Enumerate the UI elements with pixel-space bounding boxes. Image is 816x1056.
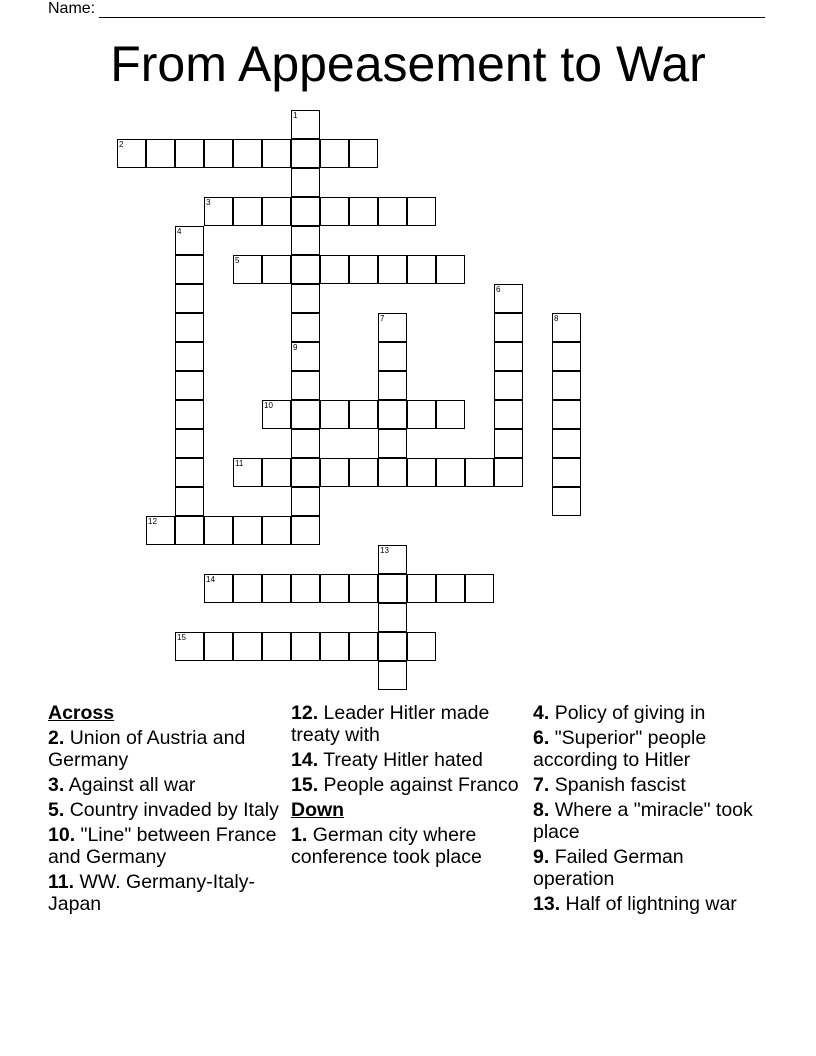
across-clue xyxy=(48,824,284,868)
down-heading: Down xyxy=(291,799,345,821)
grid-cell[interactable] xyxy=(291,574,320,603)
across-clue xyxy=(48,774,284,796)
clue-number: 15 xyxy=(177,633,186,642)
grid-cell[interactable] xyxy=(262,632,291,661)
grid-cell[interactable] xyxy=(204,139,233,168)
grid-cell[interactable] xyxy=(291,139,320,168)
across-clue xyxy=(48,727,284,771)
grid-cell[interactable] xyxy=(378,603,407,632)
grid-cell[interactable] xyxy=(262,516,291,545)
grid-cell[interactable] xyxy=(378,429,407,458)
grid-cell[interactable] xyxy=(233,574,262,603)
grid-cell[interactable] xyxy=(146,139,175,168)
clues-column-3 xyxy=(533,702,769,918)
grid-cell[interactable] xyxy=(262,574,291,603)
clue-number-label: 15. xyxy=(291,774,319,796)
grid-cell[interactable] xyxy=(378,255,407,284)
clue-number: 13 xyxy=(380,546,389,555)
grid-cell[interactable] xyxy=(291,400,320,429)
across-clue xyxy=(48,799,284,821)
clue-text: German city where conference took place xyxy=(291,824,482,868)
grid-cell[interactable] xyxy=(175,342,204,371)
down-clue xyxy=(533,702,769,724)
clue-text: Treaty Hitler hated xyxy=(323,749,483,771)
grid-cell[interactable] xyxy=(320,139,349,168)
grid-cell[interactable] xyxy=(378,661,407,690)
grid-cell[interactable] xyxy=(175,429,204,458)
clue-number: 8 xyxy=(554,314,559,323)
grid-cell[interactable] xyxy=(349,255,378,284)
grid-cell[interactable] xyxy=(204,632,233,661)
grid-cell[interactable] xyxy=(349,632,378,661)
grid-cell[interactable] xyxy=(378,313,407,342)
grid-cell[interactable] xyxy=(233,516,262,545)
grid-cell[interactable] xyxy=(552,429,581,458)
clue-text: Leader Hitler made treaty with xyxy=(291,702,490,746)
clue-number: 4 xyxy=(177,227,182,236)
across-clue xyxy=(291,702,527,746)
grid-cell[interactable] xyxy=(494,429,523,458)
grid-cell[interactable] xyxy=(291,632,320,661)
down-clue xyxy=(533,893,769,915)
clue-number-label: 13. xyxy=(533,893,561,915)
grid-cell[interactable] xyxy=(262,458,291,487)
grid-cell[interactable] xyxy=(262,139,291,168)
grid-cell[interactable] xyxy=(175,371,204,400)
clue-number: 10 xyxy=(264,401,273,410)
grid-cell[interactable] xyxy=(175,284,204,313)
grid-cell[interactable] xyxy=(378,400,407,429)
grid-cell[interactable] xyxy=(407,197,436,226)
clue-text: Against all war xyxy=(68,774,196,796)
down-clue xyxy=(533,799,769,843)
grid-cell[interactable] xyxy=(552,342,581,371)
clue-number: 11 xyxy=(235,459,244,468)
clue-text: WW. Germany-Italy-Japan xyxy=(48,871,255,915)
clue-text: Union of Austria and Germany xyxy=(48,727,246,771)
across-heading: Across xyxy=(48,702,115,724)
clue-number: 2 xyxy=(119,140,124,149)
grid-cell[interactable] xyxy=(175,516,204,545)
clue-text: People against Franco xyxy=(323,774,519,796)
clue-number-label: 9. xyxy=(533,846,550,868)
grid-cell[interactable] xyxy=(552,400,581,429)
grid-cell[interactable] xyxy=(204,197,233,226)
grid-cell[interactable] xyxy=(175,487,204,516)
grid-cell[interactable] xyxy=(378,632,407,661)
grid-cell[interactable] xyxy=(320,574,349,603)
clue-text: Policy of giving in xyxy=(554,702,706,724)
grid-cell[interactable] xyxy=(407,458,436,487)
grid-cell[interactable] xyxy=(233,458,262,487)
grid-cell[interactable] xyxy=(262,197,291,226)
grid-cell[interactable] xyxy=(291,284,320,313)
clue-text: Spanish fascist xyxy=(554,774,686,796)
clue-number: 7 xyxy=(380,314,385,323)
grid-cell[interactable] xyxy=(349,197,378,226)
grid-cell[interactable] xyxy=(233,255,262,284)
grid-cell[interactable] xyxy=(175,313,204,342)
grid-cell[interactable] xyxy=(175,255,204,284)
clue-number: 12 xyxy=(148,517,157,526)
grid-cell[interactable] xyxy=(291,168,320,197)
grid-cell[interactable] xyxy=(291,429,320,458)
clue-number-label: 1. xyxy=(291,824,308,846)
grid-cell[interactable] xyxy=(407,632,436,661)
clue-number-label: 6. xyxy=(533,727,550,749)
clues-column-2 xyxy=(291,702,527,871)
clue-text: Where a "miracle" took place xyxy=(533,799,753,843)
across-clue xyxy=(48,871,284,915)
grid-cell[interactable] xyxy=(494,342,523,371)
grid-cell[interactable] xyxy=(291,371,320,400)
grid-cell[interactable] xyxy=(349,574,378,603)
grid-cell[interactable] xyxy=(465,574,494,603)
grid-cell[interactable] xyxy=(407,400,436,429)
grid-cell[interactable] xyxy=(378,545,407,574)
grid-cell[interactable] xyxy=(436,255,465,284)
grid-cell[interactable] xyxy=(436,400,465,429)
grid-cell[interactable] xyxy=(494,371,523,400)
grid-cell[interactable] xyxy=(494,400,523,429)
clue-number-label: 8. xyxy=(533,799,550,821)
grid-cell[interactable] xyxy=(378,458,407,487)
grid-cell[interactable] xyxy=(291,487,320,516)
across-clue xyxy=(291,774,527,796)
grid-cell[interactable] xyxy=(291,226,320,255)
grid-cell[interactable] xyxy=(552,458,581,487)
grid-cell[interactable] xyxy=(349,458,378,487)
grid-cell[interactable] xyxy=(175,139,204,168)
grid-cell[interactable] xyxy=(465,458,494,487)
clue-number-label: 11. xyxy=(48,871,75,893)
clue-number: 5 xyxy=(235,256,240,265)
grid-cell[interactable] xyxy=(436,458,465,487)
grid-cell[interactable] xyxy=(262,400,291,429)
grid-cell[interactable] xyxy=(494,284,523,313)
grid-cell[interactable] xyxy=(349,400,378,429)
across-clue xyxy=(291,749,527,771)
grid-cell[interactable] xyxy=(146,516,175,545)
grid-cell[interactable] xyxy=(407,255,436,284)
grid-cell[interactable] xyxy=(291,197,320,226)
page-title: From Appeasement to War xyxy=(110,36,706,92)
clue-number-label: 3. xyxy=(48,774,65,796)
grid-cell[interactable] xyxy=(204,574,233,603)
grid-cell[interactable] xyxy=(320,255,349,284)
grid-cell[interactable] xyxy=(291,313,320,342)
clue-number-label: 2. xyxy=(48,727,65,749)
grid-cell[interactable] xyxy=(552,487,581,516)
grid-cell[interactable] xyxy=(436,574,465,603)
grid-cell[interactable] xyxy=(378,197,407,226)
down-clue xyxy=(533,846,769,890)
grid-cell[interactable] xyxy=(320,400,349,429)
down-clue xyxy=(533,727,769,771)
clue-text: Failed German operation xyxy=(533,846,684,890)
clue-number: 9 xyxy=(293,343,298,352)
grid-cell[interactable] xyxy=(494,458,523,487)
grid-cell[interactable] xyxy=(233,139,262,168)
clue-number-label: 5. xyxy=(48,799,65,821)
grid-cell[interactable] xyxy=(494,313,523,342)
grid-cell[interactable] xyxy=(378,574,407,603)
grid-cell[interactable] xyxy=(175,400,204,429)
grid-cell[interactable] xyxy=(291,342,320,371)
grid-cell[interactable] xyxy=(320,458,349,487)
grid-cell[interactable] xyxy=(291,458,320,487)
grid-cell[interactable] xyxy=(175,632,204,661)
grid-cell[interactable] xyxy=(117,139,146,168)
grid-cell[interactable] xyxy=(320,197,349,226)
name-label: Name: xyxy=(48,0,96,17)
grid-cell[interactable] xyxy=(291,255,320,284)
grid-cell[interactable] xyxy=(349,139,378,168)
grid-cell[interactable] xyxy=(175,458,204,487)
clues-column-1 xyxy=(48,702,284,918)
clue-number-label: 10. xyxy=(48,824,76,846)
grid-cell[interactable] xyxy=(262,255,291,284)
grid-cell[interactable] xyxy=(378,371,407,400)
clue-number: 6 xyxy=(496,285,501,294)
grid-cell[interactable] xyxy=(291,516,320,545)
grid-cell[interactable] xyxy=(378,342,407,371)
grid-cell[interactable] xyxy=(320,632,349,661)
clue-text: "Superior" people according to Hitler xyxy=(533,727,707,771)
clue-number: 14 xyxy=(206,575,215,584)
down-clue xyxy=(291,824,527,868)
clue-number-label: 14. xyxy=(291,749,319,771)
clue-number: 3 xyxy=(206,198,211,207)
clue-text: Half of lightning war xyxy=(565,893,737,915)
clue-number-label: 4. xyxy=(533,702,550,724)
clue-number: 1 xyxy=(293,111,298,120)
down-clue xyxy=(533,774,769,796)
grid-cell[interactable] xyxy=(233,197,262,226)
grid-cell[interactable] xyxy=(233,632,262,661)
clue-number-label: 12. xyxy=(291,702,319,724)
clue-text: "Line" between France and Germany xyxy=(48,824,277,868)
grid-cell[interactable] xyxy=(175,226,204,255)
clue-text: Country invaded by Italy xyxy=(69,799,279,821)
grid-cell[interactable] xyxy=(552,313,581,342)
grid-cell[interactable] xyxy=(407,574,436,603)
grid-cell[interactable] xyxy=(291,110,320,139)
grid-cell[interactable] xyxy=(204,516,233,545)
clue-number-label: 7. xyxy=(533,774,550,796)
grid-cell[interactable] xyxy=(552,371,581,400)
